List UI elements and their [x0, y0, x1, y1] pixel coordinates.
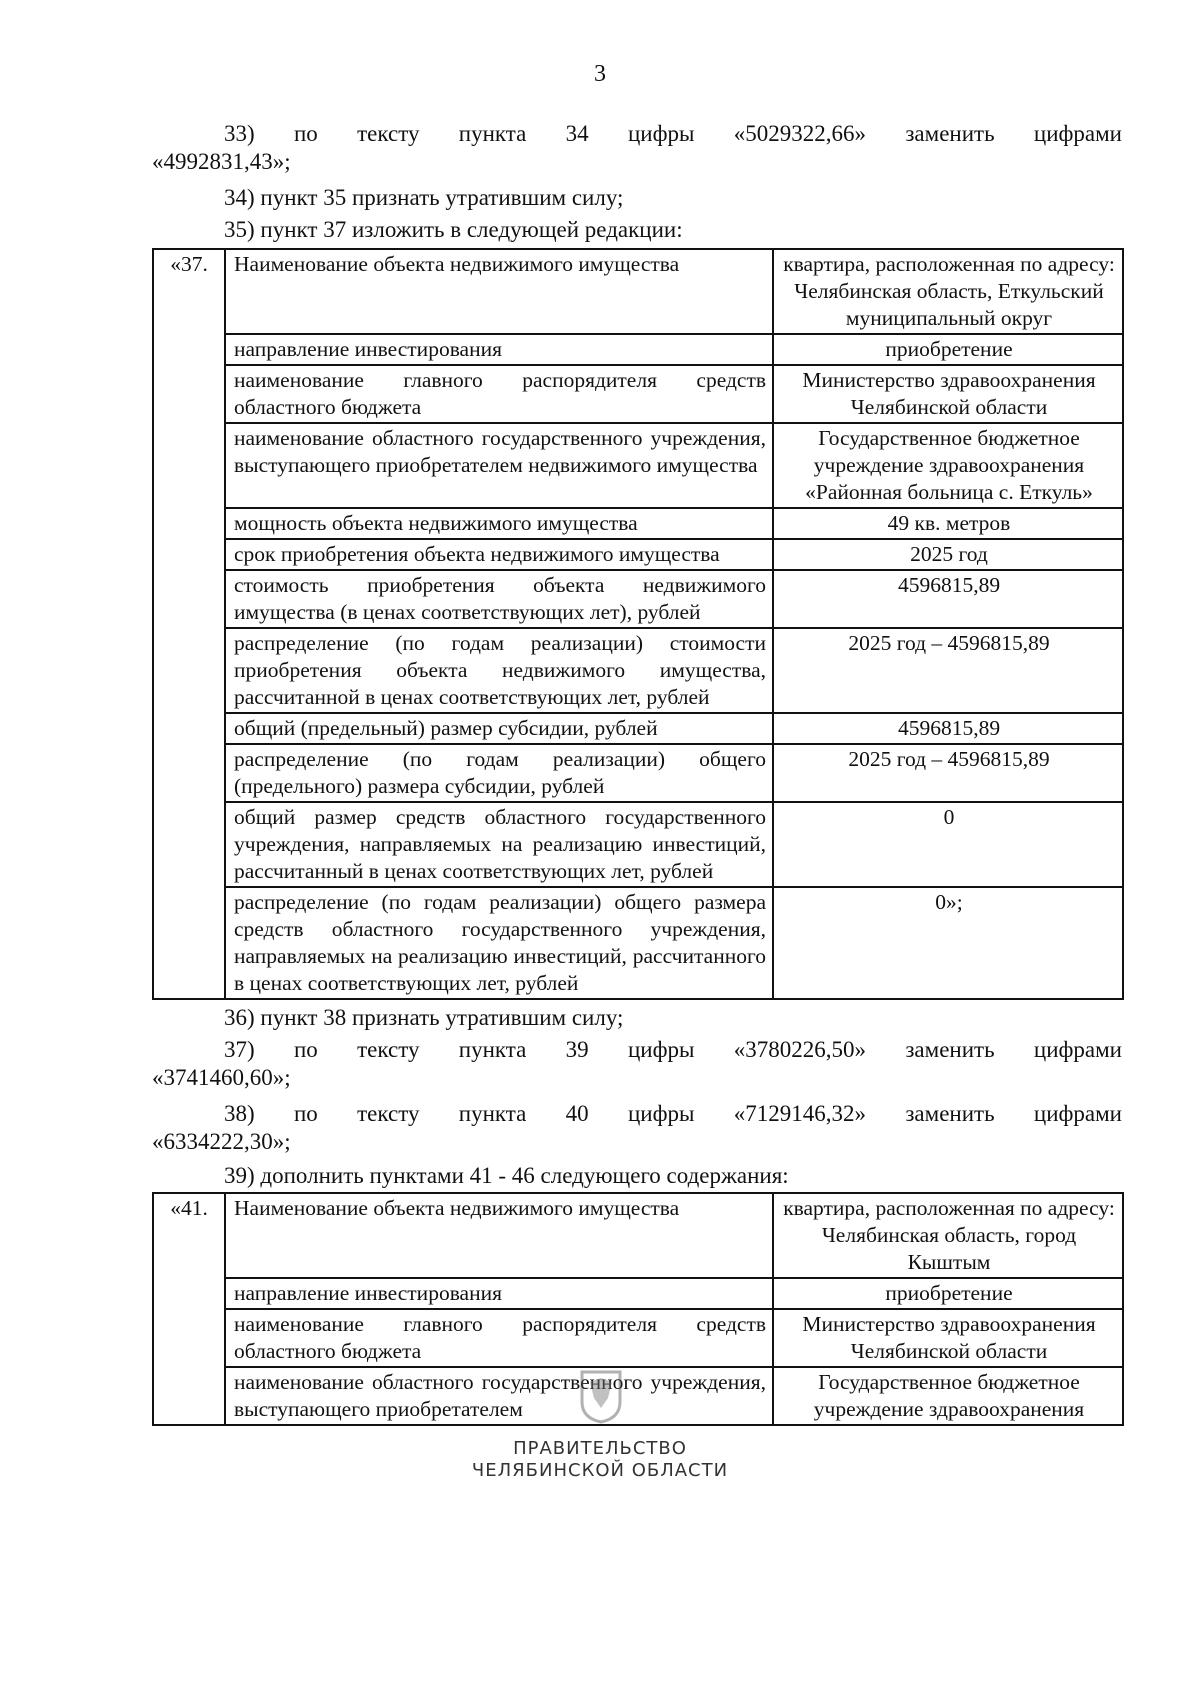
paragraph-34-text: 34) пункт 35 признать утратившим силу; — [224, 185, 624, 210]
footer-line2: ЧЕЛЯБИНСКОЙ ОБЛАСТИ — [471, 1460, 729, 1481]
row-value: квартира, расположенная по адресу: Челябинская область, город Кыштым — [773, 1193, 1123, 1278]
table-row — [153, 744, 1123, 802]
table-row — [153, 1193, 1123, 1278]
footer-issuer — [0, 1438, 1200, 1482]
row-label: Наименование объекта недвижимого имущества — [225, 1193, 773, 1278]
table-row — [153, 539, 1123, 570]
row-value: 0 — [773, 802, 1123, 887]
item-number-41: «41. — [153, 1193, 225, 1425]
row-label: наименование областного государственного учреждения, выступающего приобретателем недвижимого имущества — [225, 423, 773, 508]
row-label: стоимость приобретения объекта недвижимого имущества (в ценах соответствующих лет), рублей — [225, 570, 773, 628]
table-row — [153, 508, 1123, 539]
coat-of-arms-watermark-icon — [578, 1368, 624, 1424]
row-label: мощность объекта недвижимого имущества — [225, 508, 773, 539]
row-value: 2025 год – 4596815,89 — [773, 628, 1123, 713]
row-label: общий размер средств областного государственного учреждения, направляемых на реализацию инвестиций, рассчитанный в ценах соответствующих лет, рублей — [225, 802, 773, 887]
table-row — [153, 802, 1123, 887]
row-value: 49 кв. метров — [773, 508, 1123, 539]
row-label: Наименование объекта недвижимого имущества — [225, 249, 773, 334]
row-value: 0»; — [773, 887, 1123, 999]
table-item-41 — [152, 1192, 1124, 1426]
row-value: квартира, расположенная по адресу: Челябинская область, Еткульский муниципальный округ — [773, 249, 1123, 334]
paragraph-37-line2: «3741460,60»; — [152, 1065, 291, 1090]
paragraph-37-line1: 37) по тексту пункта 39 цифры «3780226,50» заменить цифрами — [224, 1037, 1122, 1062]
table-row — [153, 628, 1123, 713]
row-value: Министерство здравоохранения Челябинской области — [773, 1309, 1123, 1367]
row-label: распределение (по годам реализации) стоимости приобретения объекта недвижимого имущества, рассчитанной в ценах соответствующих лет, рублей — [225, 628, 773, 713]
row-value: Государственное бюджетное учреждение здравоохранения «Районная больница с. Еткуль» — [773, 423, 1123, 508]
paragraph-38-line2: «6334222,30»; — [152, 1129, 291, 1154]
paragraph-33 — [152, 120, 1122, 176]
table-row — [153, 570, 1123, 628]
table-row — [153, 249, 1123, 334]
table-row — [153, 365, 1123, 423]
row-value: 2025 год – 4596815,89 — [773, 744, 1123, 802]
table-row — [153, 334, 1123, 365]
row-value: Государственное бюджетное учреждение здравоохранения — [773, 1367, 1123, 1425]
table-row — [153, 1309, 1123, 1367]
paragraphs-after-table-37 — [152, 1004, 1122, 1190]
row-value: приобретение — [773, 334, 1123, 365]
table-row — [153, 1278, 1123, 1309]
footer-line1: ПРАВИТЕЛЬСТВО — [513, 1438, 687, 1459]
table-item-37 — [152, 248, 1124, 1000]
row-label: наименование областного государственного учреждения, выступающего приобретателем — [225, 1367, 773, 1425]
row-value: 4596815,89 — [773, 713, 1123, 744]
row-value: 4596815,89 — [773, 570, 1123, 628]
paragraph-35 — [152, 216, 1122, 244]
paragraph-33-line1: 33) по тексту пункта 34 цифры «5029322,66» заменить цифрами — [224, 121, 1122, 146]
row-label: наименование главного распорядителя средств областного бюджета — [225, 1309, 773, 1367]
row-value: приобретение — [773, 1278, 1123, 1309]
paragraph-36-text: 36) пункт 38 признать утратившим силу; — [224, 1005, 624, 1030]
paragraph-39-text: 39) дополнить пунктами 41 - 46 следующего содержания: — [224, 1163, 789, 1188]
page-number: 3 — [594, 61, 606, 87]
paragraph-34 — [152, 184, 1122, 212]
row-label: направление инвестирования — [225, 334, 773, 365]
row-label: распределение (по годам реализации) общего (предельного) размера субсидии, рублей — [225, 744, 773, 802]
item-number-37: «37. — [153, 249, 225, 999]
row-value: 2025 год — [773, 539, 1123, 570]
row-label: распределение (по годам реализации) общего размера средств областного государственного учреждения, направляемых на реализацию инвестиций, рассчитанного в ценах соответствующих лет, рублей — [225, 887, 773, 999]
table-row — [153, 713, 1123, 744]
table-row — [153, 1367, 1123, 1425]
row-label: общий (предельный) размер субсидии, рублей — [225, 713, 773, 744]
row-label: направление инвестирования — [225, 1278, 773, 1309]
paragraph-38-line1: 38) по тексту пункта 40 цифры «7129146,32» заменить цифрами — [224, 1101, 1122, 1126]
row-label: срок приобретения объекта недвижимого имущества — [225, 539, 773, 570]
table-row — [153, 423, 1123, 508]
row-label: наименование главного распорядителя средств областного бюджета — [225, 365, 773, 423]
table-row — [153, 887, 1123, 999]
row-value: Министерство здравоохранения Челябинской области — [773, 365, 1123, 423]
paragraph-33-line2: «4992831,43»; — [152, 149, 291, 174]
paragraph-35-text: 35) пункт 37 изложить в следующей редакции: — [224, 217, 683, 242]
